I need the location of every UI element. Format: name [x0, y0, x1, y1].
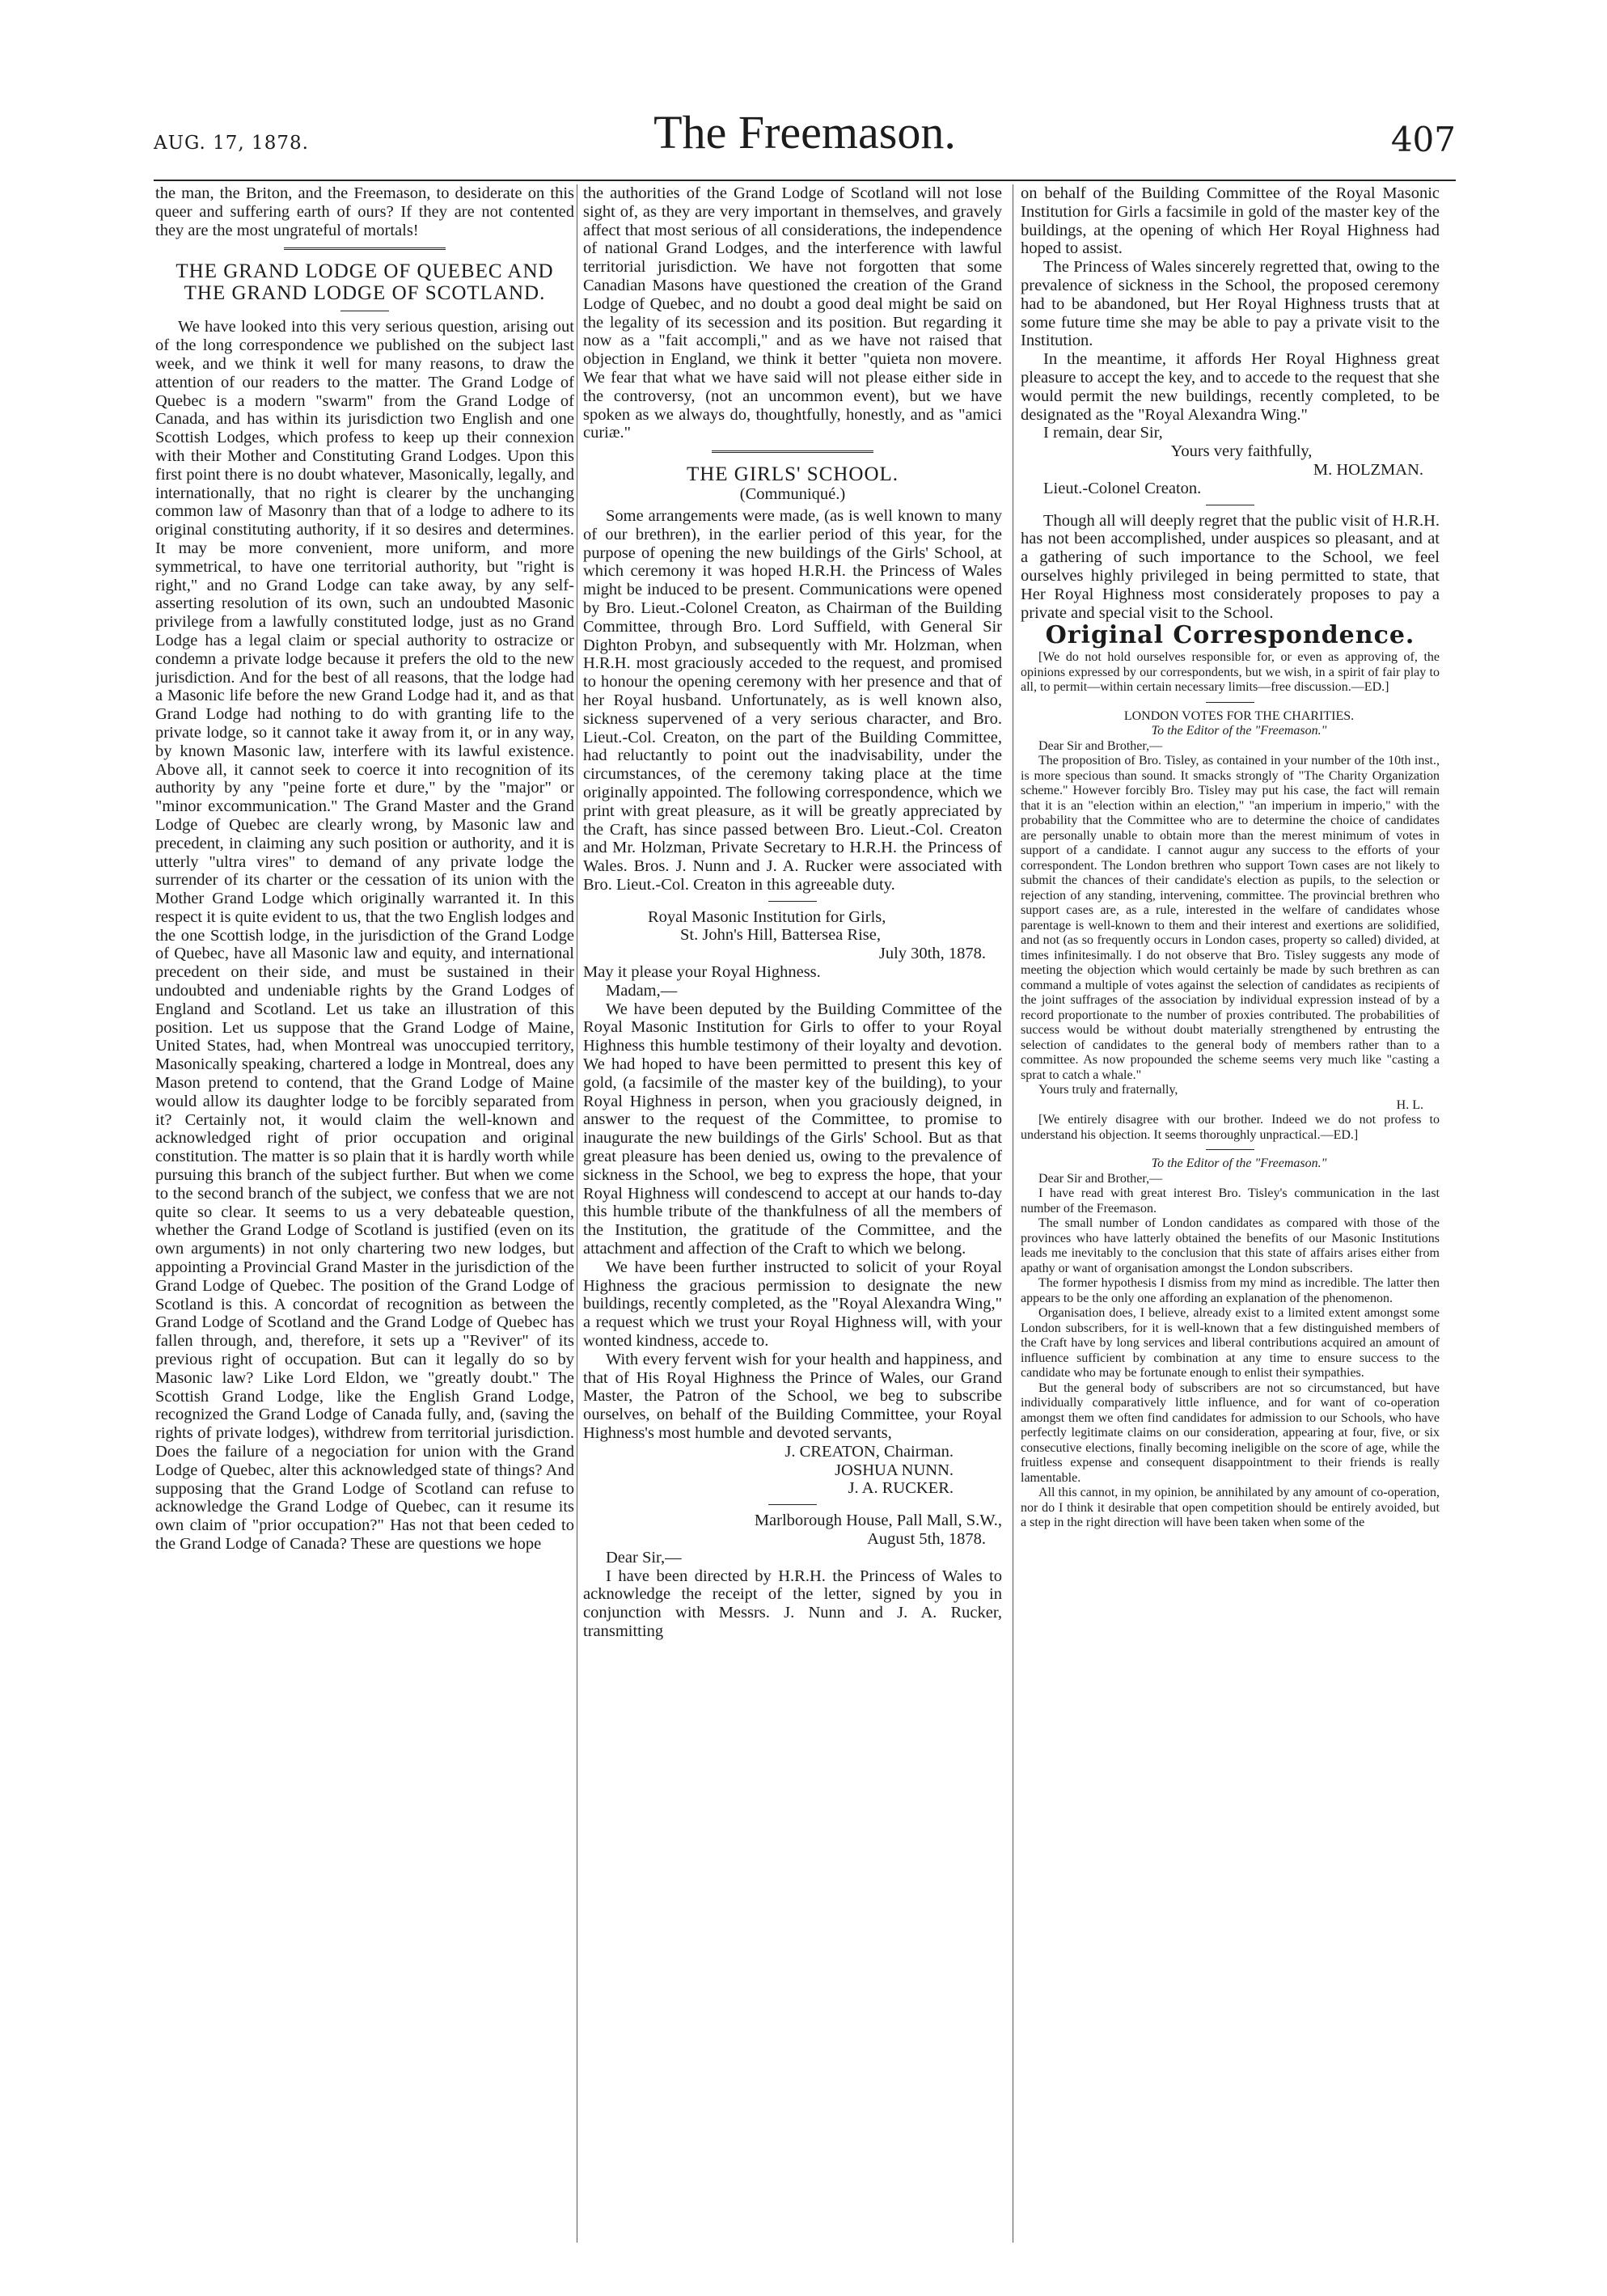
letter-paragraph: The small number of London candidates as compared with those of the provinces who have latterly obtained the benefits of our Masonic Institutions leads me inevitably to the conclusion that this state of affairs arises either from apathy or want of organisation amongst the London subscribers. [1021, 1216, 1440, 1275]
editorial-disclaimer: [We do not hold ourselves responsible for, or even as approving of, the opinions expressed by our correspondents, but we wish, in a spirit of fair play to all, to permit—within certain necessary limits—free discussion.—ED.] [1021, 650, 1440, 695]
column-2 [583, 184, 1002, 2243]
letter-paragraph: With every fervent wish for your health and happiness, and that of His Royal Highness the Prince of Wales, our Grand Master, the Patron of the School, we beg to subscribe ourselves, on behalf of the Building Committee, your Royal Highness's most humble and devoted servants, [583, 1350, 1002, 1442]
issue-date: AUG. 17, 1878. [154, 133, 309, 154]
letter-paragraph: We have been deputed by the Building Committee of the Royal Masonic Institution for Girls to offer to your Royal Highness this humble testimony of their loyalty and devotion. We had hoped to have been permitted to present this key of gold, (a facsimile of the master key of the building), to your Royal Highness in person, when you graciously deigned, in answer to the request of the Committee, to promise to inaugurate the new buildings of the Girls' School. But as that great pleasure has been denied us, owing to the prevalence of sickness in the School, we beg to express the hope, that your Royal Highness will condescend to accept at our hands to-day this humble tribute of the thankfulness of all the members of the Institution, the gratitude of the Committee, and the attachment and affection of the Craft to which we belong. [583, 1000, 1002, 1258]
letter-paragraph: All this cannot, in my opinion, be annihilated by any amount of co-operation, nor do I think it desirable that open competition should be entirely avoided, but a step in the right direction will have been taken when some of the [1021, 1486, 1440, 1530]
masthead-rule [154, 180, 1456, 181]
letter-paragraph: I have read with great interest Bro. Tisley's communication in the last number of the Freemason. [1021, 1186, 1440, 1216]
letter-close: Yours very faithfully, [1170, 442, 1313, 461]
letter-close: I remain, dear Sir, [1043, 424, 1163, 442]
letter-recipient: Lieut.-Colonel Creaton. [1043, 479, 1202, 497]
column-1 [155, 184, 574, 2243]
editor-note: [We entirely disagree with our brother. Indeed we do not profess to understand his objection. It seems thoroughly unpractical.—ED.] [1021, 1113, 1440, 1142]
col2-continuation: the authorities of the Grand Lodge of Scotland will not lose sight of, as they are very important in themselves, and gravely affect that most serious of all considerations, the independence of national Grand Lodges, and the interference with lawful territorial jurisdiction. We have not forgotten that some Canadian Masons have questioned the creation of the Grand Lodge of Quebec, and no doubt a good deal might be said on the legality of its secession and its position. But regarding it now as a "fait accompli," and as we have not raised that objection in England, we think it better "quieta non movere. We fear that what we have said will not please either side in the controversy, (not an uncommon event), but we have spoken as we always do, thoughtfully, honestly, and as "amici curiæ." [583, 184, 1002, 442]
letter-paragraph: I have been directed by H.R.H. the Princess of Wales to acknowledge the receipt of the letter, signed by you in conjunction with Messrs. J. Nunn and J. A. Rucker, transmitting [583, 1567, 1002, 1640]
letter-close: Yours truly and fraternally, [1038, 1083, 1178, 1097]
short-rule [768, 901, 817, 902]
letter-address: Royal Masonic Institution for Girls, [648, 907, 886, 926]
letter-salutation: May it please your Royal Highness. [583, 963, 821, 982]
signature: M. HOLZMAN. [1313, 460, 1423, 479]
article-heading-girls-school: THE GIRLS' SCHOOL. [686, 463, 899, 486]
letter-paragraph: In the meantime, it affords Her Royal Highness great pleasure to accept the key, and to accede to the request that she would permit the new buildings, recently completed, to be designated as the "Royal Alexandra Wing." [1021, 350, 1440, 424]
letter-paragraph: The Princess of Wales sincerely regretted that, owing to the prevalence of sickness in the School, the proposed ceremony had to be abandoned, but Her Royal Highness trusts that at some future time she may be able to pay a private visit to the Institution. [1021, 258, 1440, 350]
signature: H. L. [1396, 1097, 1423, 1112]
short-rule [1206, 1149, 1254, 1150]
section-separator [712, 450, 873, 455]
masthead [154, 105, 1456, 178]
column-3 [1021, 184, 1440, 2243]
col3-continuation: on behalf of the Building Committee of the Royal Masonic Institution for Girls a facsimile in gold of the master key of the buildings, at the opening of which Her Royal Highness had hoped to assist. [1021, 184, 1440, 258]
letter-paragraph: But the general body of subscribers are not so circumstanced, but have individually comparatively little influence, and for want of co-operation amongst them we often find candidates for admission to our Schools, who have perfectly legitimate claims on our consideration, appearing at four, five, or six consecutive elections, finally becoming ineligible on the score of age, while the fruitless expense and consequent disappointment to their friends is really lamentable. [1021, 1381, 1440, 1485]
letter-paragraph: Organisation does, I believe, already exist to a limited extent amongst some London subscribers, for it is well-known that a few distinguished members of the Craft have by long services and liberal contributions acquired an amount of influence sufficient by combination at any time to ensure success to the candidate who may be fortunate enough to enlist their sympathies. [1021, 1306, 1440, 1381]
article-body: We have looked into this very serious question, arising out of the long correspondence we published on the subject last week, and we think it well for many reasons, to draw the attention of our readers to the matter. The Grand Lodge of Quebec is a modern "swarm" from the Grand Lodge of Canada, and has within its jurisdiction two English and one Scottish Lodges, which profess to keep up their connexion with their Mother and Constituting Grand Lodges. Upon this first point there is no doubt whatever, Masonically, legally, and internationally, that no right is clearer by the unchanging common law of Masonry than that of a lodge to adhere to its original constituting authority, if it so desires and determines. It may be more convenient, more uniform, and more symmetrical, to have one territorial authority, but "right is right," and no Grand Lodge can take away, by any self-asserting resolution of its own, such an undoubted Masonic privilege from a lawfully constituted lodge, just as no Grand Lodge has a legal claim or special authority to ostracize or condemn a private lodge because it prefers the old to the new jurisdiction. And for the best of all reasons, that the lodge had a Masonic life before the new Grand Lodge had it, and as that Grand Lodge had nothing to do with granting life to the private lodge, so it cannot take it away from it, or in any way, by known Masonic law, interfere with its lawful existence. Above all, it cannot seek to coerce it into recognition of its authority by any "peine forte et dure," by the "major" or "minor excommunication." The Grand Master and the Grand Lodge of Quebec are clearly wrong, by Masonic law and precedent, in claiming any such position or authority, and it is utterly "ultra vires" to demand of any private lodge the surrender of its charter or the cessation of its union with the Mother Grand Lodge which originally warranted it. In this respect it is quite evident to us, that the two English lodges and the one Scottish lodge, in the jurisdiction of the Grand Lodge of Quebec, have all Masonic law and equity, and international precedent on their side, and must be sustained in their undoubted and undeniable rights by the Grand Lodges of England and Scotland. Let us take an illustration of this position. Let us suppose that the Grand Lodge of Maine, United States, had, when Montreal was unoccupied territory, Masonically speaking, chartered a lodge in Montreal, does any Mason pretend to contend, that the Grand Lodge of Maine would allow its daughter lodge to be forcibly separated from it? Certainly not, it would claim the well-known and acknowledged right of prior occupation and original constitution. The matter is so plain that it is hardly worth while pursuing this branch of the subject further. But when we come to the second branch of the subject, we confess that we are not quite so clear. It seems to us a very debateable question, whether the Grand Lodge of Scotland is justified (even on its own arguments) in not only chartering two new lodges, but appointing a Provincial Grand Master in the jurisdiction of the Grand Lodge of Quebec. The position of the Grand Lodge of Scotland is this. A concordat of recognition as between the Grand Lodge of Scotland and the Grand Lodge of Quebec has fallen through, and, therefore, it sets up a "Reviver" of its previous right of occupation. But can it legally do so by Masonic law? Like Lord Eldon, we "greatly doubt." The Scottish Grand Lodge, like the English Grand Lodge, recognized the Grand Lodge of Canada fully, and, (saving the rights of private lodges), withdrew from territorial jurisdiction. Does the failure of a negociation for union with the Grand Lodge of Quebec, alter this acknowledged state of things? And supposing that the Grand Lodge of Scotland can refuse to acknowledge the Grand Lodge of Quebec, can it resume its own claim of "prior occupation?" Has not that been ceded to the Grand Lodge of Canada? These are questions we hope [155, 318, 574, 1553]
article-body: Some arrangements were made, (as is well known to many of our brethren), in the earlier period of this year, for the purpose of opening the new buildings of the Girls' School, at which ceremony it was hoped H.R.H. the Princess of Wales might be induced to be present. Communications were opened by Bro. Lieut.-Colonel Creaton, as Chairman of the Building Committee, through Bro. Lord Suffield, with General Sir Dighton Probyn, and subsequently with Mr. Holzman, when H.R.H. most graciously acceded to the request, and promised to honour the opening ceremony with her presence and that of her Royal husband. Unfortunately, as is well known also, sickness supervened of a very serious character, and Bro. Lieut.-Col. Creaton, on the part of the Building Committee, had reluctantly to point out the inadvisability, under the circumstances, of the ceremony taking place at the time originally appointed. The following correspondence, which we print with great pleasure, as it will be greatly appreciated by the Craft, has since passed between Bro. Lieut.-Col. Creaton and Mr. Holzman, Private Secretary to H.R.H. the Princess of Wales. Bros. J. Nunn and J. A. Rucker were associated with Bro. Lieut.-Col. Creaton in this agreeable duty. [583, 506, 1002, 894]
letter-addressee: To the Editor of the "Freemason." [1151, 1156, 1327, 1171]
short-rule [768, 1504, 817, 1505]
letter-salutation: Dear Sir and Brother,— [1038, 738, 1163, 753]
letter-paragraph: The former hypothesis I dismiss from my mind as incredible. The latter then appears to be the only one affording an explanation of the phenomenon. [1021, 1276, 1440, 1305]
letter-salutation: Dear Sir,— [606, 1548, 682, 1567]
signature: J. CREATON, Chairman. [784, 1442, 954, 1461]
section-heading-correspondence: Original Correspondence. [1045, 621, 1415, 650]
letter-date: August 5th, 1878. [867, 1529, 986, 1548]
signature: J. A. RUCKER. [848, 1479, 954, 1498]
letter-paragraph: We have been further instructed to solicit of your Royal Highness the gracious permission to designate the new buildings, recently completed, as the "Royal Alexandra Wing," a request which we trust your Royal Highness will, with your wonted kindness, accede to. [583, 1258, 1002, 1351]
letter-address: St. John's Hill, Battersea Rise, [680, 926, 881, 945]
article-heading-quebec: THE GRAND LODGE OF QUEBEC AND THE GRAND LODGE OF SCOTLAND. [176, 260, 554, 305]
section-separator [284, 247, 446, 252]
letter-date: July 30th, 1878. [878, 945, 986, 963]
article-paragraph: Though all will deeply regret that the public visit of H.R.H. has not been accomplished, under auspices so pleasant, and at a gathering of such importance to the School, we feel ourselves highly privileged in being permitted to state, that Her Royal Highness most considerately proposes to pay a private and special visit to the School. [1021, 511, 1440, 622]
letter-salutation: Dear Sir and Brother,— [1038, 1171, 1163, 1186]
letter-address: Marlborough House, Pall Mall, S.W., [754, 1512, 1002, 1530]
short-rule [1206, 702, 1254, 703]
page-number: 407 [1390, 120, 1456, 159]
col1-intro: the man, the Briton, and the Freemason, to desiderate on this queer and suffering earth of ours? If they are not contented they are the most ungrateful of mortals! [155, 184, 574, 239]
letter-heading: LONDON VOTES FOR THE CHARITIES. [1123, 708, 1355, 723]
letter-addressee: To the Editor of the "Freemason." [1151, 724, 1327, 738]
article-subheading: (Communiqué.) [739, 485, 846, 504]
letter-salutation: Madam,— [606, 981, 678, 1000]
newspaper-title: The Freemason. [653, 106, 956, 159]
signature: JOSHUA NUNN. [835, 1461, 954, 1479]
letter-paragraph: The proposition of Bro. Tisley, as contained in your number of the 10th inst., is more specious than sound. It smacks strongly of "The Charity Organization scheme." However forcibly Bro. Tisley may put his case, the fact will remain that it is an "election within an election," "an imperium in imperio," with the probability that the Committee who are to determine the choice of candidates are personally unable to obtain more than the merest minimum of votes in support of a candidate. I cannot augur any success to the efforts of your correspondent. The London brethren who support Town cases are not likely to submit the chances of their candidate's election as pupils, to the selection or rejection of any standing, intervening, committee. The provincial brethren who support cases are, as a rule, interested in the welfare of candidates whose parentage is well-known to them and their interest and exertions are solidified, and not (as so frequently occurs in London cases, property so called) divided, at times infinitesimally. I do not observe that Bro. Tisley suggests any mode of meeting the objection which would certainly be made by such brethren as can command a multiple of votes against the selection of candidates as recipients of the joint suffrages of the association by individual expression instead of by a record proportionate to the number of proxies contributed. The probabilities of success would be without doubt materially strengthened by entrusting the selection of candidates to the general body of members rather than to a committee. As now propounded the scheme seems very much like "casting a sprat to catch a whale." [1021, 754, 1440, 1082]
